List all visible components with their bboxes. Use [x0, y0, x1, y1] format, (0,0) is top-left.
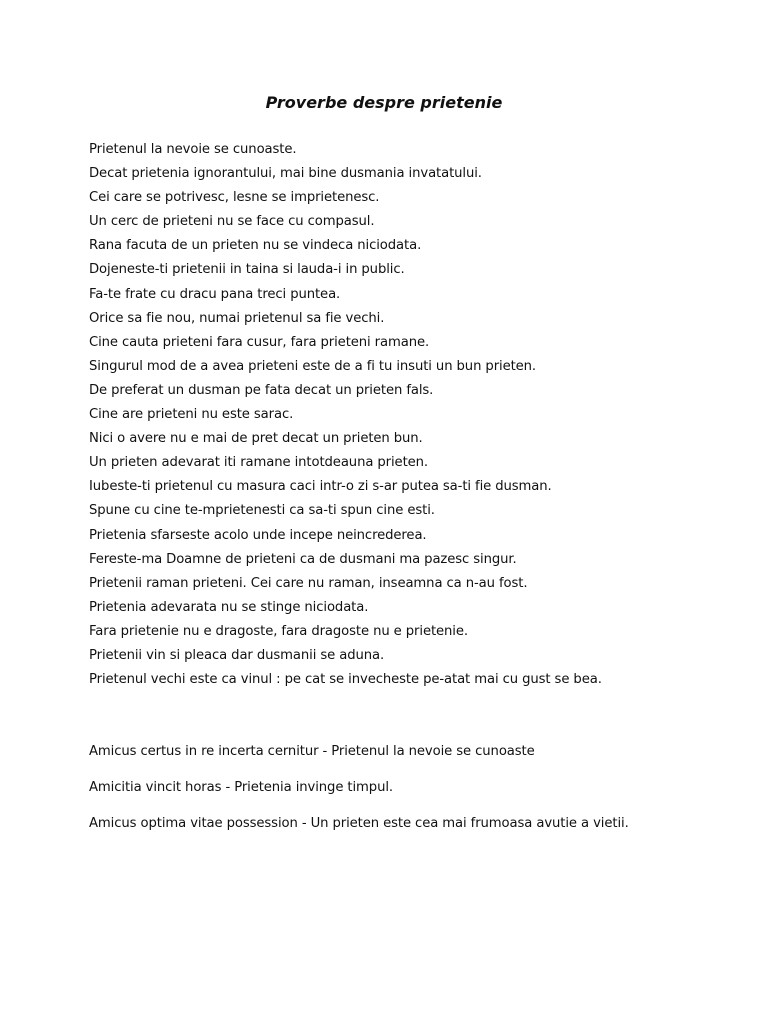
latin-proverb: Amicitia vincit horas - Prietenia invinge timpul. — [89, 780, 393, 795]
list-item: Fereste-ma Doamne de prieteni ca de dusmani ma pazesc singur. — [89, 551, 517, 567]
list-item: Cine cauta prieteni fara cusur, fara prieteni ramane. — [89, 334, 430, 350]
list-item: Iubeste-ti prietenul cu masura caci intr-o zi s-ar putea sa-ti fie dusman. — [89, 479, 552, 495]
list-item: Prietenul vechi este ca vinul : pe cat se invecheste pe-atat mai cu gust se bea. — [89, 672, 602, 688]
list-item: De preferat un dusman pe fata decat un prieten fals. — [89, 382, 434, 398]
list-item: Fa-te frate cu dracu pana treci puntea. — [89, 286, 341, 302]
list-item: Cei care se potrivesc, lesne se imprietenesc. — [89, 190, 380, 206]
list-item: Nici o avere nu e mai de pret decat un prieten bun. — [89, 431, 423, 447]
list-item: Spune cu cine te-mprietenesti ca sa-ti spun cine esti. — [89, 503, 435, 519]
proverb-list — [89, 138, 749, 692]
list-item: Prietenii raman prieteni. Cei care nu raman, inseamna ca n-au fost. — [89, 575, 528, 591]
list-item: Dojeneste-ti prietenii in taina si lauda-i in public. — [89, 262, 405, 278]
latin-proverb: Amicus certus in re incerta cernitur - Prietenul la nevoie se cunoaste — [89, 744, 535, 759]
list-item: Un cerc de prieteni nu se face cu compasul. — [89, 214, 375, 230]
list-item: Rana facuta de un prieten nu se vindeca niciodata. — [89, 238, 422, 254]
list-item: Cine are prieteni nu este sarac. — [89, 407, 294, 423]
list-item: Prietenul la nevoie se cunoaste. — [89, 142, 297, 157]
list-item: Decat prietenia ignorantului, mai bine dusmania invatatului. — [89, 166, 482, 182]
latin-proverb: Amicus optima vitae possession - Un prieten este cea mai frumoasa avutie a vietii. — [89, 816, 629, 831]
list-item: Un prieten adevarat iti ramane intotdeauna prieten. — [89, 455, 428, 471]
latin-proverb-list — [89, 740, 759, 848]
list-item: Orice sa fie nou, numai prietenul sa fie vechi. — [89, 310, 385, 326]
list-item: Prietenii vin si pleaca dar dusmanii se aduna. — [89, 647, 385, 663]
list-item: Fara prietenie nu e dragoste, fara dragoste nu e prietenie. — [89, 623, 468, 639]
list-item: Prietenia adevarata nu se stinge niciodata. — [89, 599, 369, 615]
list-item: Singurul mod de a avea prieteni este de a fi tu insuti un bun prieten. — [89, 358, 537, 374]
page-title: Proverbe despre prietenie — [265, 93, 503, 112]
list-item: Prietenia sfarseste acolo unde incepe neincrederea. — [89, 527, 427, 543]
